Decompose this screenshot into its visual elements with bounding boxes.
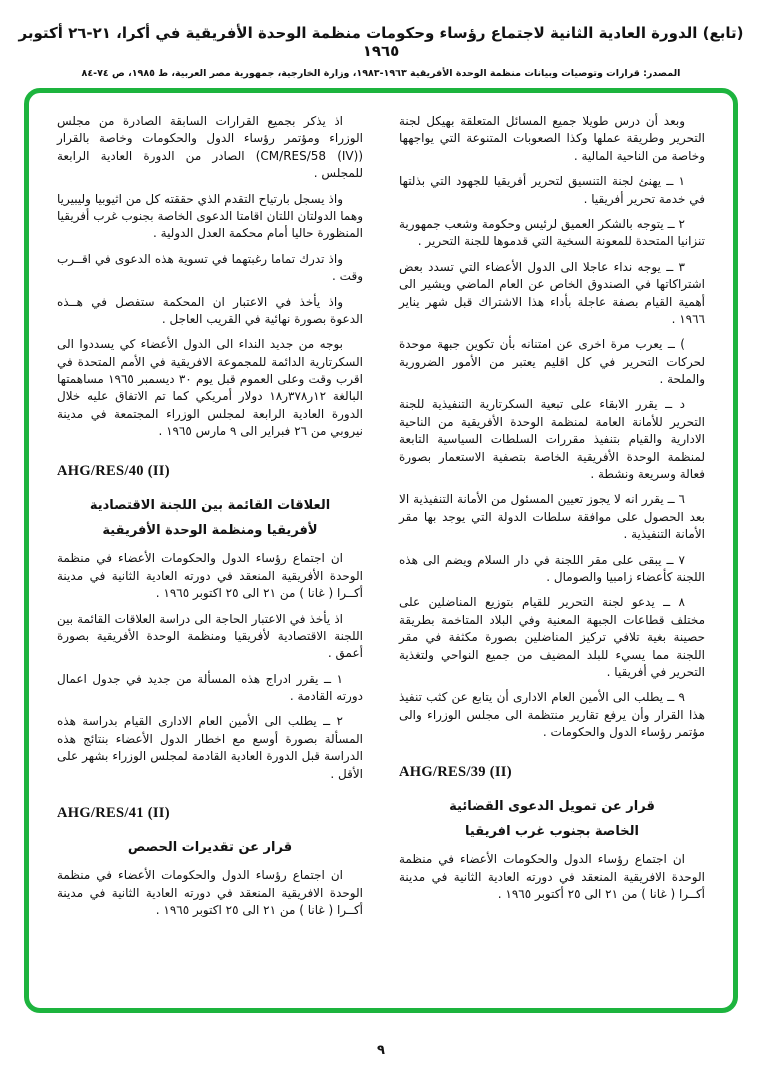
resolution-title-line: العلاقات القائمة بين اللجنة الاقتصادية (89, 497, 331, 513)
resolution-title-line: لأفريقيا ومنظمة الوحدة الأفريقية (102, 522, 318, 538)
numbered-item: ) ــ يعرب مرة اخرى عن امتنانه بأن تكوين جبهة موحدة لحركات التحرير في كل اقليم يعتبر من الأمور الضرورية والملحة . (399, 337, 705, 387)
numbered-item: ٧ ــ يبقى على مقر اللجنة في دار السلام ويضم الى هذه اللجنة كأعضاء زامبيا والصومال . (399, 552, 705, 584)
paragraph: ان اجتماع رؤساء الدول والحكومات الأعضاء في منظمة الوحدة الأفريقية المنعقد في دورته العادية الثانية في مدينة أكــرا ( غانا ) من ٢١ الى ٢٥ اكتوبر ١٩٦٥ . (57, 551, 363, 601)
numbered-item: ٩ ــ يطلب الى الأمين العام الادارى أن يتابع عن كثب تنفيذ هذا القرار وأن يرفع تقارير منتظمة الى مجلس الوزراء والى مؤتمر رؤساء الدول والحكومات . (399, 690, 705, 740)
paragraph: واذ يسجل بارتياح التقدم الذي حققته كل من اثيوبيا وليبيريا وهما الدولتان اللتان اقامتا الدعوى الخاصة بجنوب غرب أفريقيا المنظورة حاليا أمام محكمة العدل الدولية . (57, 191, 363, 241)
page-header (0, 0, 762, 79)
numbered-item: ٣ ــ يوجه نداء عاجلا الى الدول الأعضاء التي تسدد بعض اشتراكاتها في الصندوق الخاص عن العام الماضي ويشير الى أهمية القيام بصفة عاجلة بأداء هذا الاشتراك قبل شهر يناير ١٩٦٦ . (399, 259, 705, 326)
resolution-ref-41: AHG/RES/41 (II) (57, 805, 170, 822)
numbered-item: ٨ ــ يدعو لجنة التحرير للقيام بتوزيع المناضلين على مختلف قطاعات الجبهة المعنية وفي البلاد المتاخمة بطريقة حصينة بغية تلافي تركيز المناضلين بصورة مكثفة في مقر اللجنة مما يسيء للبلد المضيف من جميع النواحي ولتغذية التحرير في أفريقيا . (399, 595, 705, 679)
resolution-title-41 (57, 835, 363, 860)
numbered-item: ٢ ــ يتوجه بالشكر العميق لرئيس وحكومة وشعب جمهورية تنزانيا المتحدة للمعونة السخية التي قدموها للجنة التحرير . (399, 216, 705, 249)
numbered-item: د ــ يقرر الابقاء على تبعية السكرتارية التنفيذية للجنة التحرير للأمانة العامة لمنظمة الوحدة الأفريقية من الناحية الادارية والقيام بتنفيذ مقررات السلطات السياسية التابعة لمنظمة الوحدة الأفريقية الخاصة بتصفية الاستعمار بصورة فعالة وسريعة ونشطة . (399, 397, 705, 482)
two-column-layout (57, 113, 705, 998)
resolution-title-line: قرار عن تقديرات الحصص (127, 840, 293, 856)
resolution-ref-40: AHG/RES/40 (II) (57, 462, 170, 479)
paragraph: ان اجتماع رؤساء الدول والحكومات الأعضاء في منظمة الوحدة الافريقية المنعقد في دورته العادية الثانية في مدينة أكــرا ( غانا ) من ٢١ الى ٢٥ أكتوبر ١٩٦٥ . (399, 852, 705, 901)
numbered-item: ٦ ــ يقرر انه لا يجوز تعيين المسئول من الأمانة التنفيذية الا بعد الحصول على موافقة سلطات الدولة التي يوجد بها مقر الأمانة التنفيذية . (399, 492, 705, 542)
paragraph: اذ يأخذ في الاعتبار الحاجة الى دراسة العلاقات القائمة بين اللجنة الاقتصادية لأفريقيا ومنظمة الوحدة الأفريقية بصورة أعمق . (57, 611, 363, 661)
column-left (57, 113, 363, 998)
paragraph: بوجه من جديد النداء الى الدول الأعضاء كي يسددوا الى السكرتارية الدائمة للمجموعة الافريقية في الأمم المتحدة في اقرب وقت وعلى العموم قبل يوم ٣٠ ديسمبر ١٩٦٥ مساهمتها البالغة ١٢ر٣٧٨ر١٨ دولار أمريكي كما تم الاتفاق عليه خلال الدورة العادية الرابعة لمجلس الوزراء المجتمعة في مدينة نيروبي من ٢٦ فبراير الى ٩ مارس ١٩٦٥ . (57, 337, 363, 439)
numbered-item: ١ ــ يهنئ لجنة التنسيق لتحرير أفريقيا للجهود التي بذلتها في خدمة تحرير أفريقيا . (399, 174, 705, 206)
document-title: (تابع) الدورة العادية الثانية لاجتماع رؤساء وحكومات منظمة الوحدة الأفريقية في أكرا، ٢١-٢٦ أكتوبر ١٩٦٥ (18, 24, 744, 60)
paragraph: اذ يذكر بجميع القرارات السابقة الصادرة من مجلس الوزراء ومؤتمر رؤساء الدول والحكومات وخاصة بالقرار (CM/RES/58 (IV)) الصادر من الدورة العادية الرابعة للمجلس . (57, 114, 363, 181)
paragraph: واذ يأخذ في الاعتبار ان المحكمة ستفصل في هــذه الدعوة بصورة نهائية في القريب العاجل . (57, 294, 363, 326)
column-right (399, 113, 705, 998)
resolution-title-39 (399, 794, 705, 845)
green-border-content-box (24, 88, 738, 1013)
page-number: ٩ (377, 1043, 385, 1058)
resolution-title-40 (57, 493, 363, 544)
numbered-item: ١ ــ يقرر ادراج هذه المسألة من جديد في جدول اعمال دورته القادمة . (57, 671, 363, 704)
numbered-item: ٢ ــ يطلب الى الأمين العام الادارى القيام بدراسة هذه المسألة بصورة أوسع مع اخطار الدول الأعضاء بنتائج هذه الدراسة قبل الدورة العادية القادمة لمجلس الوزراء بشهر على الأقل . (57, 714, 363, 781)
resolution-ref-39: AHG/RES/39 (II) (399, 763, 512, 780)
paragraph: ان اجتماع رؤساء الدول والحكومات الأعضاء في منظمة الوحدة الافريقية المنعقد في دورته العادية الثانية في مدينة أكــرا ( غانا ) من ٢١ الى ٢٥ اكتوبر ١٩٦٥ . (57, 868, 363, 918)
paragraph: واذ تدرك تماما رغبتهما في تسوية هذه الدعوى في اقــرب وقت . (57, 251, 363, 284)
resolution-title-line: الخاصة بجنوب غرب افريقيا (465, 823, 639, 839)
resolution-title-line: قرار عن تمويل الدعوى القضائية (449, 798, 655, 814)
paragraph: وبعد أن درس طويلا جميع المسائل المتعلقة بهيكل لجنة التحرير وطريقة عملها وكذا الصعوبات المتنوعة التي يواجهها وخاصة من الناحية المالية . (399, 114, 705, 163)
document-source-line: المصدر: قرارات وتوصيات وبيانات منظمة الوحدة الأفريقية ١٩٦٣-١٩٨٣، وزارة الخارجية، جمهورية مصر العربية، ط ١٩٨٥، ص ٧٤-٨٤ (81, 68, 681, 79)
